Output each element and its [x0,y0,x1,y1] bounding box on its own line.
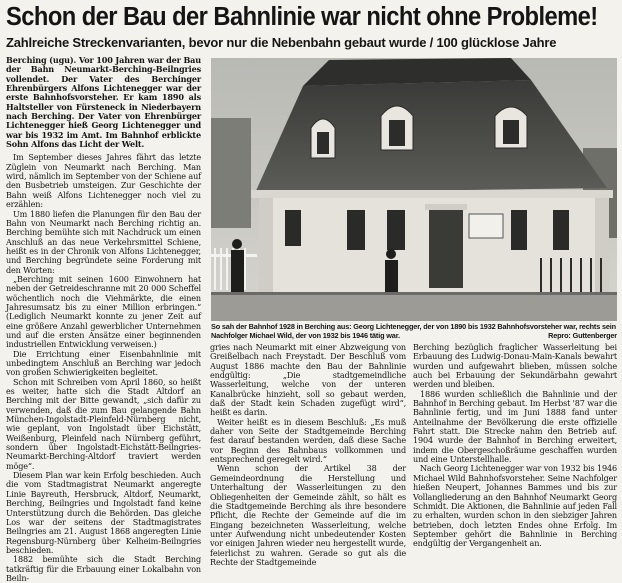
article-paragraph: Nach Georg Lichtenegger war von 1932 bis 1946 Michael Wild Bahnhofsvorsteher. Seine Nachfolger hießen Neupert, Johannes Bammes und bis zur Vollangliederung an den Bahnhof Neumarkt Georg Schmidt. Die Aktionen, die Bahnlinie auf jeden Fall zu erhalten, wurden schon in den siebziger Jahren betrieben, doch letzten Endes ohne Erfolg. Im September gehört die Bahnlinie in Berching endgültig der Vergangenheit an. [413,463,617,549]
headline: Schon der Bau der Bahnlinie war nicht ohne Probleme! [6,3,598,31]
article-column-1 [6,55,201,583]
station-photo [211,58,617,321]
article-paragraph: Um 1880 liefen die Planungen für den Bau der Bahn von Neumarkt nach Berching richtig an. Berching bemühte sich mit Nachdruck um einen Anschluß an das neue Verkehrsmittel Schiene, heißt es in der Chronik von Alfons Lichtenegger, und Berching begründete seine Forderung mit den Worten: [6,208,201,275]
article-column-2 [210,342,406,567]
photo-caption [211,323,617,341]
article-paragraph: Im September dieses Jahres fährt das letzte Züglein von Neumarkt nach Berching. Man wird, nämlich im September von der Schiene auf den Busbetrieb umsteigen. Zur Geschichte der Bahn weiß Alfons Lichtenegger noch viel zu erzählen: [6,152,201,210]
article-paragraph: Berching bezüglich fraglicher Wasserleitung bei Erbauung des Ludwig-Donau-Main-Kanals bewahrt wurden und aufgewahrt blieben, müssen solche auch bei Erbauung der Sekundärbahn gewahrt werden und bleiben. [413,342,617,390]
photo-credit: Repro: Guttenberger [548,330,617,340]
article-lead: Berching (ugu). Vor 100 Jahren war der Bau der Bahn Neumarkt-Berching-Beilngries vollendet. Der Vater des Berchinger Ehrenbürgers Alfons Lichtenegger war der erste Bahnhofsvorsteher. Er kam 1890 als Haltsteller von Fürsteneck in Niederbayern nach Berching. Der Vater von Ehrenbürger Lichtenegger hieß Georg Lichtenegger und war bis 1932 im Amt. Im Bahnhof erblickte Sohn Alfons das Licht der Welt. [6,55,201,150]
article-paragraph: Wenn schon der Artikel 38 der Gemeindeordnung die Herstellung und Unterhaltung der Wasserleitungen zu den Obliegenheiten der Gemeinde zählt, so hält es die Stadtgemeinde Berching als ihre besondere Pflicht, die Rechte der Gemeinde auf die im Eingang bezeichneten Wasserleitung, welche unter Aufwendung nicht unbedeutender Kosten vor einigen Jahren wieder neu hergestellt wurde, feierlichst zu wahren. Gerade so gut als die Rechte der Stadtgemeinde [210,463,406,567]
article-paragraph: 1886 wurden schließlich die Bahnlinie und der Bahnhof in Berching gebaut. Im Herbst '87 war die Bahnlinie fertig, und im Juni 1888 fand unter Anteilnahme der Bevölkerung die erste offizielle Fahrt statt. Die Strecke nahm den Betrieb auf. 1904 wurde der Bahnhof in Berching erweitert, indem die Obergeschoßräume geschaffen wurden und eine Unterstellhalle. [413,388,617,465]
article-paragraph: Schon mit Schreiben vom April 1860, so heißt es weiter, hatte sich die Stadt Altdorf an Berching mit der Bitte gewandt, „sich dafür zu verwenden, daß die zum Bau gelangende Bahn München-Ingolstadt-Pleinfeld-Nürnberg nicht, wie geplant, von Ingolstadt über Eichstätt, Weißenburg, Pleinfeld nach Nürnberg geführt, sondern über Ingolstadt-Eichstätt-Beilngries-Neumarkt-Berching-Altdorf traviert werden möge“. [6,376,201,471]
article-paragraph: Diesem Plan war kein Erfolg beschieden. Auch die vom Stadtmagistrat Neumarkt angeregte Linie Bayreuth, Hersbruck, Altdorf, Neumarkt, Berching, Beilngries und Ingolstadt fand keine Unterstützung durch die Behörden. Das gleiche Los war der seitens der Stadtmagistrates Beilngries am 21. August 1868 angeregten Linie Regensburg-Nürnberg über Kelheim-Beilngries beschieden. [6,470,201,555]
article-paragraph: 1882 bemühte sich die Stadt Berching tatkräftig für die Erbauung einer Lokalbahn von Beiln- [6,554,201,583]
article-paragraph: Die Errichtung einer Eisenbahnlinie mit unbedingtem Anschluß an Berching war jedoch von großen Schwierigkeiten begleitet. [6,348,201,378]
article-column-3 [413,343,617,563]
caption-text: So sah der Bahnhof 1928 in Berching aus: Georg Lichtenegger, der von 1890 bis 1932 Bahnhofsvorsteher war, rechts sein Nachfolger Michael Wild, der von 1932 bis 1946 tätig war. [211,322,616,340]
station-building-illustration [211,58,617,321]
article-paragraph: „Berching mit seinen 1600 Einwohnern hat neben der Getreideschranne mit 20 000 Scheffel wöchentlich noch die Viehmärkte, die einen Jahresumsatz bis zu einer Million erbringen.“ (Lediglich Neumarkt konnte zu jener Zeit auf eine größere Anzahl gewerblicher Unternehmen und auf die ersten Ansätze einer beginnenden industriellen Entwicklung verweisen.) [6,273,201,350]
article-paragraph: gries nach Neumarkt mit einer Abzweigung von Greißelbach nach Freystadt. Der Beschluß vom August 1886 machte den Bau der Bahnlinie endgültig: „Die stadtgemeindliche Wasserleitung, welche von der unteren Kanalbrücke hinzieht, soll so gebaut werden, daß der Stadt kein Schaden zugefügt wird“, heißt es darin. [210,342,406,418]
subheadline: Zahlreiche Streckenvarianten, bevor nur die Nebenbahn gebaut wurde / 100 glücklose Jahre [6,35,557,50]
article-paragraph: Weiter heißt es in diesem Beschluß: „Es muß daher von Seite der Stadtgemeinde Berching fest darauf bestanden werden, daß diese Sache vor Beginn des Bahnbaus vollkommen und entsprechend geregelt wird.“ [210,416,406,465]
